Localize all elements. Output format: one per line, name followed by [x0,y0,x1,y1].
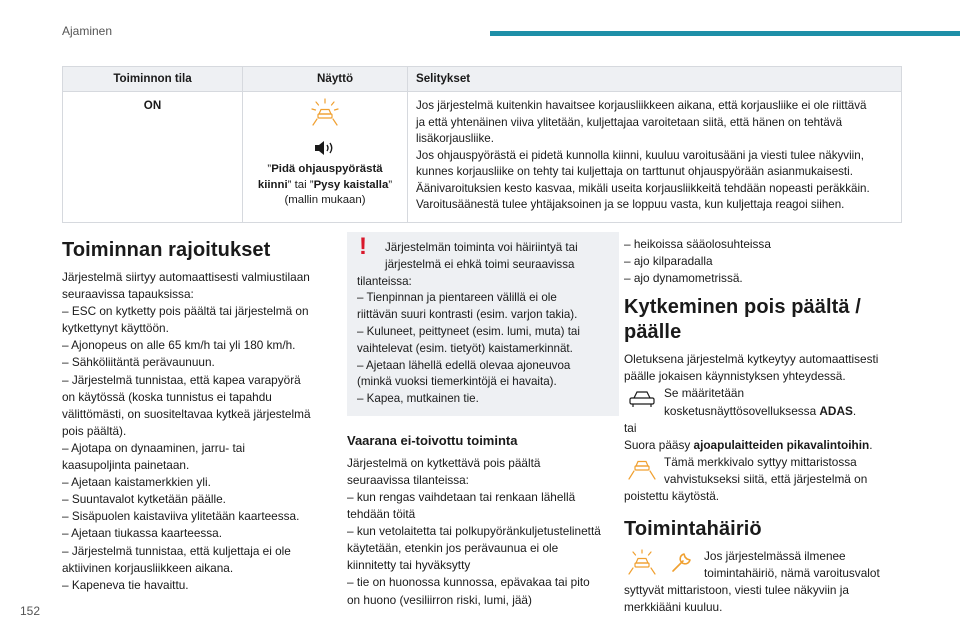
quote-close: ” [388,178,393,191]
table-header-state: Toiminnon tila [63,67,243,92]
adas-suffix: . [852,403,857,418]
text-line: toimintahäiriö, nämä varoitusvalot [704,566,880,581]
quote-open: ” [267,163,272,176]
section-title-onoff-line2: päälle [624,321,682,344]
explanation-line: Jos ohjauspyörästä ei pidetä kunnolla kiinni, kuuluu varoitusääni ja viesti tulee näkyviin, [416,148,864,162]
text-line: tilanteissa: [357,274,412,288]
lane-departure-warning-icon [624,548,660,576]
limits-text [62,269,334,594]
adas-prefix: kosketusnäyttösovelluksessa [664,403,820,418]
text-line: Jos järjestelmässä ilmenee [704,549,846,564]
fault-text [704,548,880,582]
text-line: on käytössä (koska tunnistus ei tapahdu [62,389,272,404]
wrench-icon [664,548,700,576]
table-header-display: Näyttö [243,67,408,92]
state-value: ON [143,99,162,113]
function-state-table [62,66,902,223]
text-line: – Sähköliitäntä perävaunuun. [62,355,215,370]
text-line: Tämä merkkivalo syttyy mittaristossa [664,454,857,469]
state-cell [63,92,243,222]
direct-shortcut-name: ajoapulaitteiden pikavalintoihin [693,437,870,452]
adas-app-name: ADAS [819,403,853,418]
section-title-limits: Toiminnan rajoitukset [62,239,271,261]
text-line: vahvistukseksi siitä, että järjestelmä on [664,471,868,486]
lamp-row [624,454,904,488]
text-line: – Ajotapa on dynaaminen, jarru- tai [62,440,245,455]
page-header-title: Ajaminen [62,24,113,38]
limits-column [62,238,334,594]
text-line: – kun vetolaitetta tai polkupyöränkuljetustelinettä [347,524,601,539]
text-line: – Suuntavalot kytketään päälle. [62,492,226,507]
warning-box [347,232,619,416]
explanation-line: Jos järjestelmä kuitenkin havaitsee korjausliikkeen aikana, että korjausliike ei ole riittävä [416,99,867,113]
text-line: kaasupoljinta painetaan. [62,458,190,473]
warning-exclamation-icon: ! [359,233,367,260]
text-line: – Ajetaan lähellä edellä olevaa ajoneuvoa [357,358,571,372]
adas-row [624,385,904,419]
explanation-line: kunnes korjausliike on tehty tai kuljettaja on tarttunut ohjauspyörään asianmukaisesti. [416,165,853,179]
display-cell [243,92,408,222]
text-line: – ESC on kytketty pois päältä tai järjestelmä on [62,304,309,319]
text-line: syttyvät mittaristoon, viesti tulee näkyviin ja [624,583,849,598]
onoff-column [624,236,904,617]
lane-departure-warning-icon [310,98,340,126]
table-header-explanation: Selitykset [408,67,902,92]
text-line: seuraavissa tilanteissa: [347,472,469,487]
text-line: aktiivinen korjausliikkeen aikana. [62,560,234,575]
text-line: pois päältä). [62,423,127,438]
explanation-line: lisäkorjausliike. [416,132,494,146]
text-line: järjestelmä ei ehkä toimi seuraavissa [385,257,575,271]
text-line: Järjestelmä on kytkettävä pois päältä [347,455,541,470]
explanation-cell [408,92,902,222]
table-header-row [63,67,902,92]
text-line [624,437,904,454]
text-line: – ajo dynamometrissä. [624,271,743,286]
text-line: Oletuksena järjestelmä kytkeytyy automaattisesti [624,352,879,367]
text-line: kytkettynyt käyttöön. [62,321,169,336]
text-line: vaihtelevat (esim. tietyöt) kaistamerkinnät. [357,341,573,355]
adas-text [664,385,856,419]
lamp-text [664,454,867,488]
text-line: riittävän suuri kontrasti (esim. varjon takia). [357,308,578,322]
table-row [63,92,902,222]
direct-suffix: . [869,437,873,452]
text-line: – tie on huonossa kunnossa, epävakaa tai pito [347,575,590,590]
direct-prefix: Suora pääsy [624,437,694,452]
explanation-line: Varoitusäänestä tulee yhtäjaksoinen ja se loppuu vasta, kun kuljettaja reagoi siihen. [416,198,845,212]
text-line: kiinnitetty tai hyväksytty [347,558,471,573]
text-line: on huono (vesiliirron riski, lumi, jää) [347,592,532,607]
section-title-onoff [624,295,904,345]
text-line: – Ajetaan kaistamerkkien yli. [62,475,211,490]
text-line: seuraavissa tapauksissa: [62,287,194,302]
car-outline-icon [624,385,660,413]
text-line: – Ajonopeus on alle 65 km/h tai yli 180 km/h. [62,338,296,353]
text-line: (minkä vuoksi tiemerkintöjä ei havaita). [357,375,557,389]
explanation-line: Äänivaroituksien kesto kasvaa, mikäli useita korjausliikkeitä tehdään nopeasti peräkkäin. [416,181,870,195]
text-line: – Ajetaan tiukassa kaarteessa. [62,526,223,541]
text-line: poistettu käytöstä. [624,489,720,504]
text-line: – kun rengas vaihdetaan tai renkaan lähellä [347,490,576,504]
text-line: Järjestelmän toiminta voi häiriintyä tai [385,241,578,254]
warning-column [347,232,619,609]
text-line: tai [624,420,637,435]
text-line: välittömästi, on suositeltavaa kytkeä järjestelmä [62,406,311,421]
text-line: – heikoissa sääolosuhteissa [624,237,771,251]
text-line: – Kuluneet, peittyneet (esim. lumi, muta) tai [357,324,580,338]
text-line: – Järjestelmä tunnistaa, että kapea varapyörä [62,372,301,387]
text-line: Se määritetään [664,386,745,401]
message-model-note: (mallin mukaan) [284,194,366,207]
text-line: – Järjestelmä tunnistaa, että kuljettaja ei ole [62,543,291,558]
lane-keeping-off-icon [624,454,660,482]
display-message [251,162,399,208]
message-stay-lane: Pysy kaistalla [313,178,389,191]
text-line: – ajo kilparadalla [624,254,713,269]
text-line [664,403,856,420]
text-line: käytetään, etenkin jos perävaunua ei ole [347,541,559,556]
page-number: 152 [20,604,41,618]
text-line: merkkiääni kuuluu. [624,600,723,615]
fault-row [624,548,904,582]
speaker-icon [314,140,336,156]
text-line: – Kapea, mutkainen tie. [357,392,479,406]
risk-text [347,455,619,609]
text-line: päälle jokaisen käynnistyksen yhteydessä. [624,369,846,384]
text-line: – Tienpinnan ja pientareen välillä ei ole [357,291,557,305]
text-line: tehdään töitä [347,507,416,522]
section-title-onoff-line1: Kytkeminen pois päältä / [624,296,861,319]
text-line: – Sisäpuolen kaistaviiva ylitetään kaarteessa. [62,509,300,524]
section-title-risk: Vaarana ei-toivottu toiminta [347,432,518,448]
section-title-fault: Toimintahäiriö [624,518,762,541]
text-line: – Kapeneva tie havaittu. [62,577,189,592]
header-accent-bar [490,31,960,36]
explanation-line: ja että yhtenäinen viiva ylitetään, kuljettajaa varoitetaan siitä, että hänen on tehtävä [416,115,843,129]
text-line: Järjestelmä siirtyy automaattisesti valmiustilaan [62,270,310,284]
message-hold-wheel: Pidä ohjauspyörästä kiinni [257,163,383,191]
message-or: ” tai ” [287,178,314,191]
